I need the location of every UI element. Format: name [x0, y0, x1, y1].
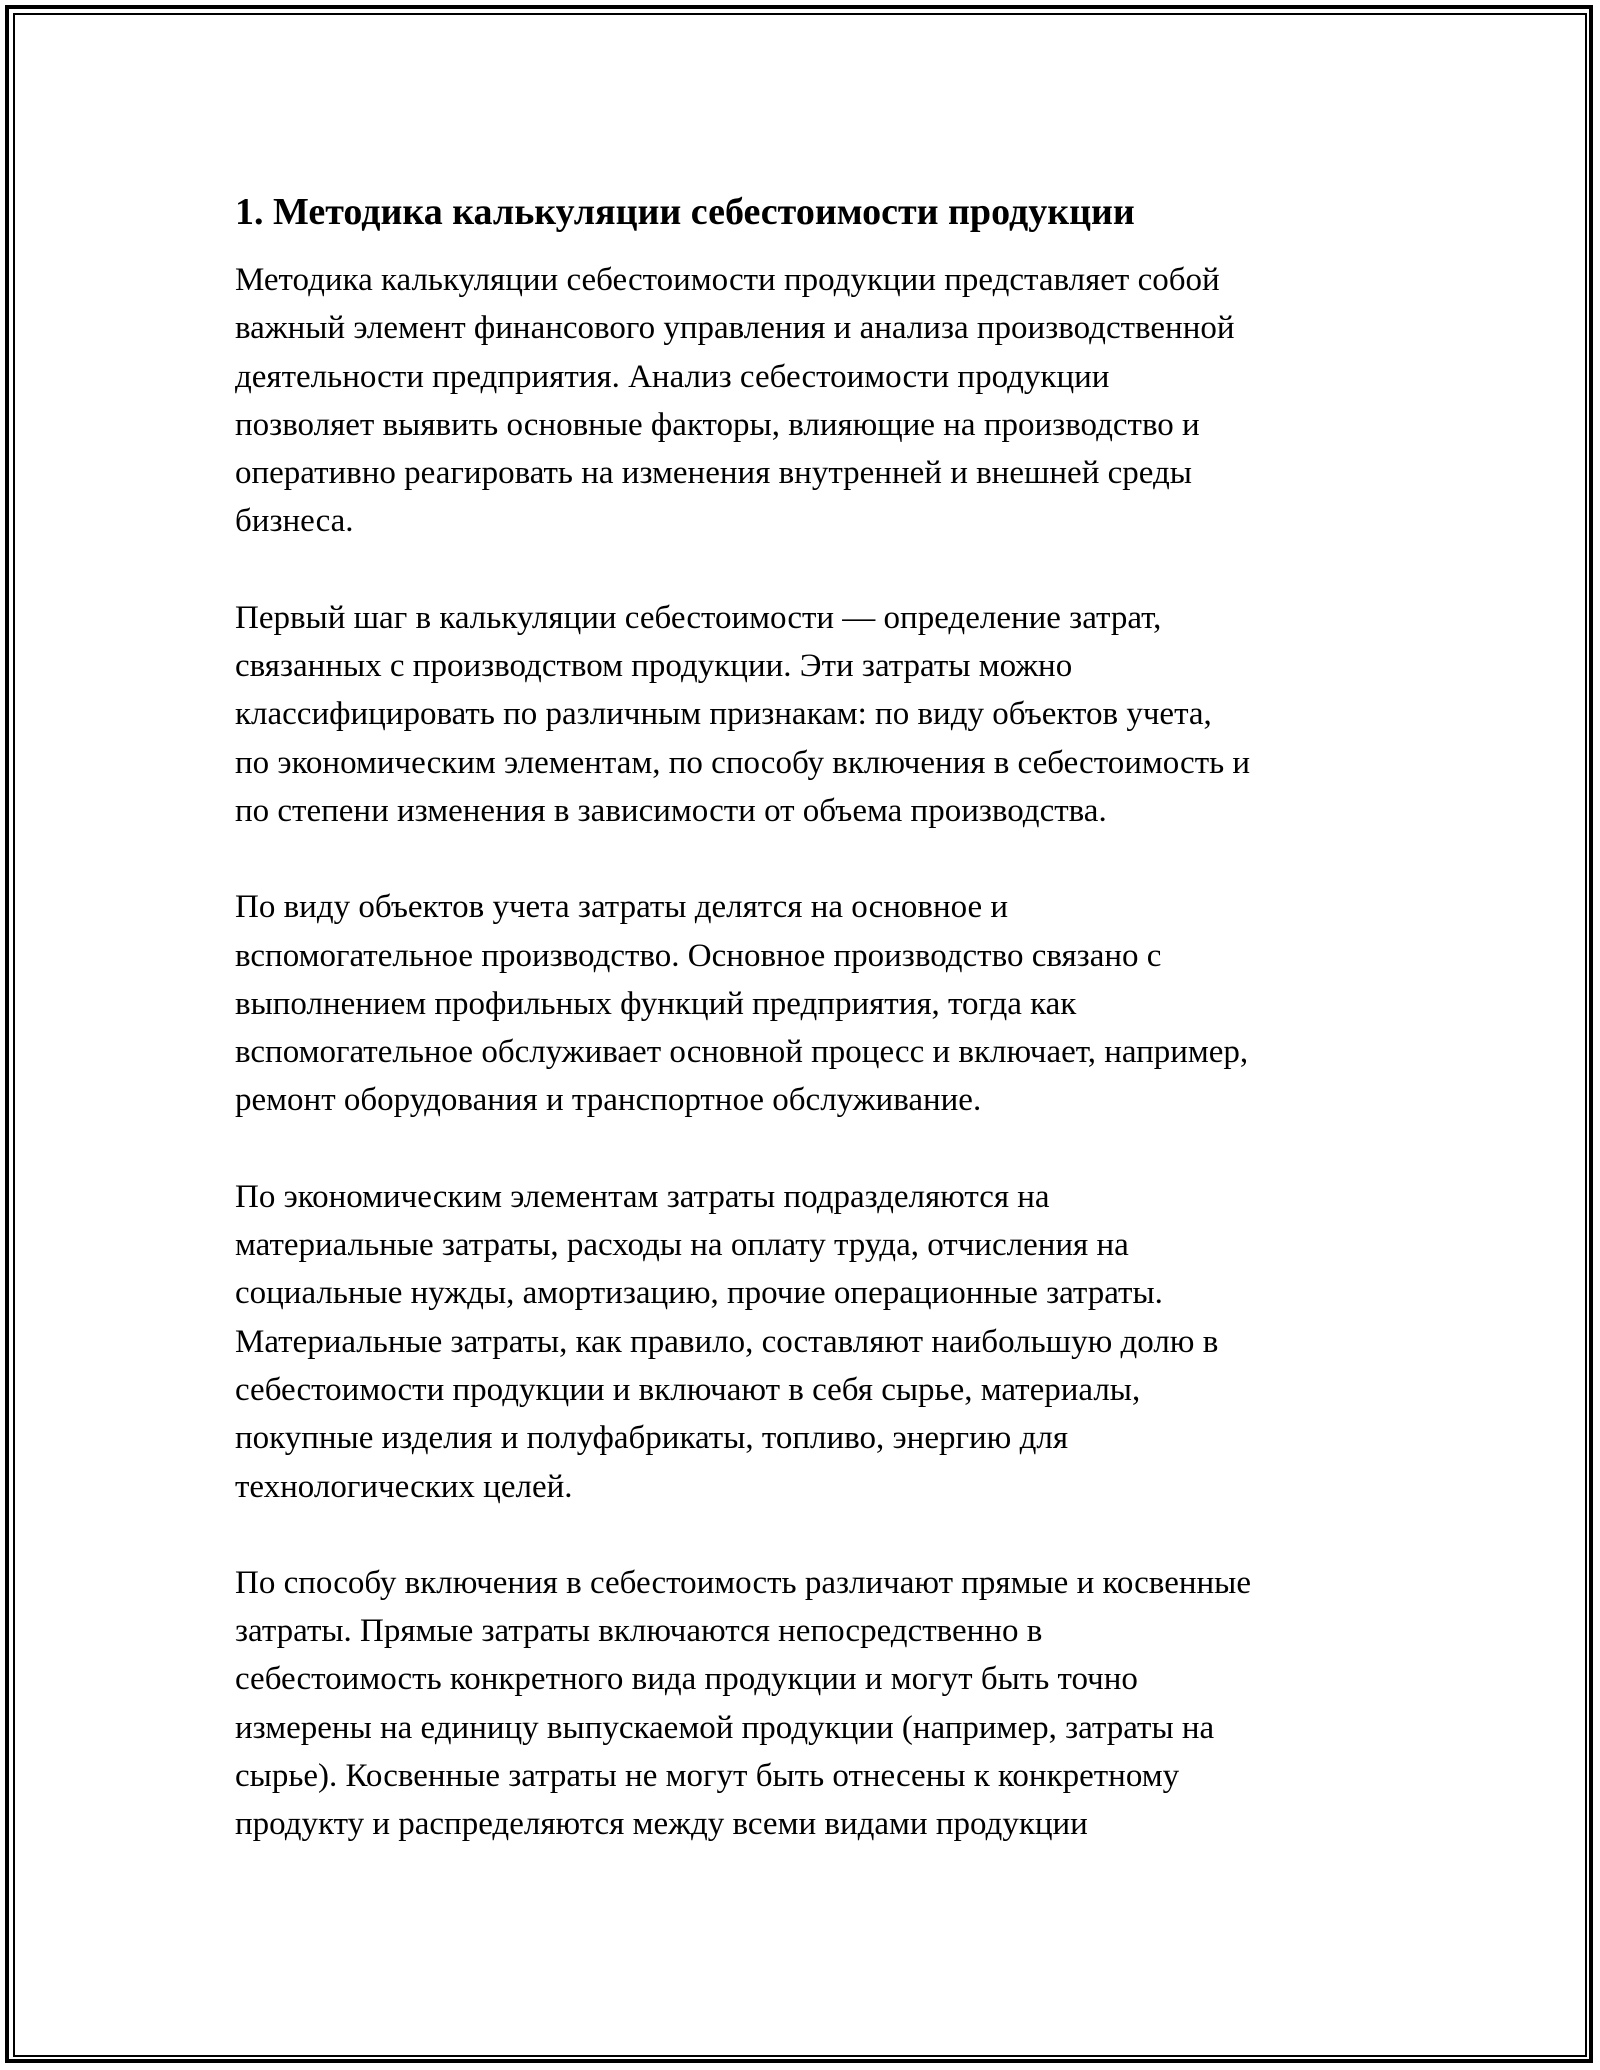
paragraph-line: По виду объектов учета затраты делятся на основное и	[235, 889, 1009, 926]
paragraph-line: По способу включения в себестоимость различают прямые и косвенные	[235, 1564, 1251, 1601]
paragraph-1	[235, 256, 1370, 546]
paragraph-line: сырье). Косвенные затраты не могут быть отнесены к конкретному	[235, 1758, 1180, 1795]
paragraph-line: Материальные затраты, как правило, составляют наибольшую долю в	[235, 1323, 1219, 1360]
paragraph-3	[235, 883, 1370, 1124]
paragraph-line: покупные изделия и полуфабрикаты, топливо, энергию для	[235, 1420, 1069, 1457]
paragraph-line: классифицировать по различным признакам: по виду объектов учета,	[235, 696, 1212, 733]
paragraph-line: по степени изменения в зависимости от объема производства.	[235, 792, 1107, 829]
paragraph-line: деятельности предприятия. Анализ себестоимости продукции	[235, 358, 1110, 395]
paragraph-line: социальные нужды, амортизацию, прочие операционные затраты.	[235, 1275, 1163, 1312]
paragraph-line: По экономическим элементам затраты подразделяются на	[235, 1178, 1050, 1215]
paragraph-line: технологических целей.	[235, 1468, 573, 1505]
paragraph-line: продукту и распределяются между всеми видами продукции	[235, 1806, 1088, 1843]
paragraph-line: связанных с производством продукции. Эти затраты можно	[235, 648, 1073, 685]
paragraph-line: выполнением профильных функций предприятия, тогда как	[235, 985, 1077, 1022]
paragraph-line: позволяет выявить основные факторы, влияющие на производство и	[235, 406, 1200, 443]
paragraph-5	[235, 1559, 1370, 1849]
section-heading: 1. Методика калькуляции себестоимости продукции	[235, 191, 1135, 233]
paragraph-line: Первый шаг в калькуляции себестоимости — определение затрат,	[235, 599, 1162, 636]
paragraph-line: оперативно реагировать на изменения внутренней и внешней среды	[235, 455, 1192, 492]
document-body	[235, 188, 1370, 1897]
paragraph-2	[235, 594, 1370, 835]
paragraph-line: измерены на единицу выпускаемой продукции (например, затраты на	[235, 1709, 1215, 1746]
paragraph-line: вспомогательное обслуживает основной процесс и включает, например,	[235, 1034, 1249, 1071]
paragraph-line: себестоимость конкретного вида продукции и могут быть точно	[235, 1661, 1138, 1698]
paragraph-line: важный элемент финансового управления и анализа производственной	[235, 310, 1235, 347]
paragraph-line: вспомогательное производство. Основное производство связано с	[235, 937, 1162, 974]
paragraph-line: бизнеса.	[235, 503, 354, 540]
paragraph-line: себестоимости продукции и включают в себя сырье, материалы,	[235, 1371, 1141, 1408]
paragraph-line: Методика калькуляции себестоимости продукции представляет собой	[235, 262, 1220, 298]
paragraph-line: затраты. Прямые затраты включаются непосредственно в	[235, 1613, 1043, 1650]
paragraph-line: по экономическим элементам, по способу включения в себестоимость и	[235, 744, 1251, 781]
paragraphs-container	[235, 256, 1370, 1849]
paragraph-4	[235, 1173, 1370, 1511]
paragraph-line: ремонт оборудования и транспортное обслуживание.	[235, 1082, 982, 1119]
paragraph-line: материальные затраты, расходы на оплату труда, отчисления на	[235, 1227, 1129, 1264]
